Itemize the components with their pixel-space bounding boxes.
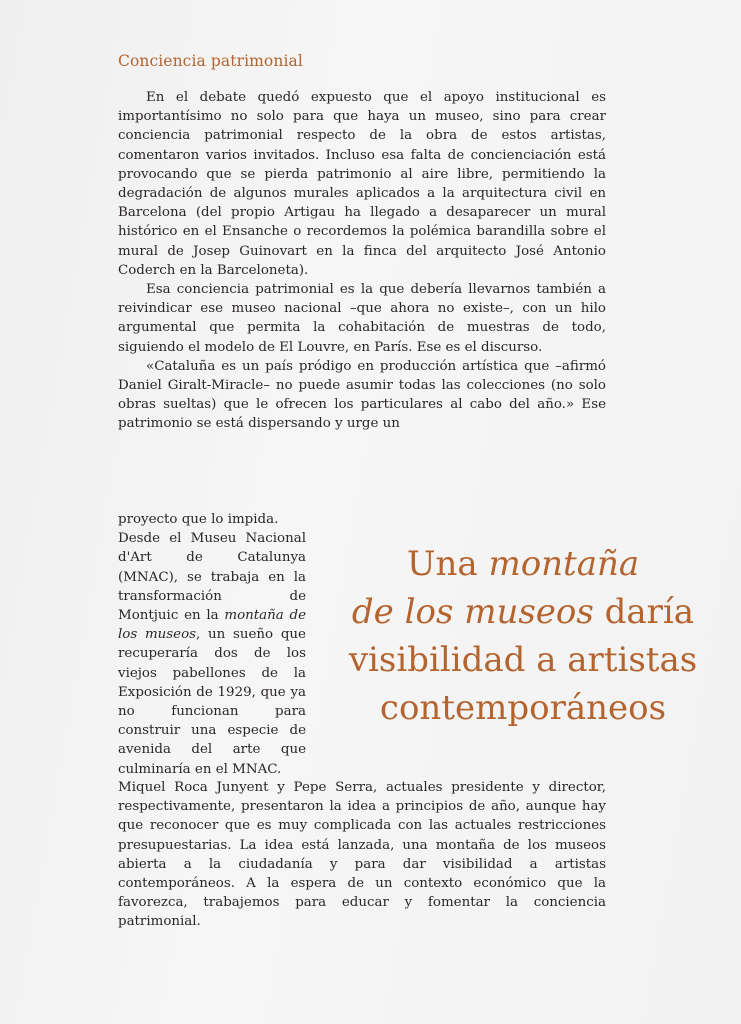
pull-quote-italic: de los museos xyxy=(351,592,594,632)
narrow-text-before: Desde el Museu Nacional d'Art de Catalunya (MNAC), se trabaja en la transformación de Montjuic en la xyxy=(118,531,306,624)
narrow-paragraph xyxy=(118,529,306,779)
narrow-italic: montaña de los museos xyxy=(118,608,307,643)
pull-quote xyxy=(318,540,728,732)
pull-quote-italic: montaña xyxy=(488,544,640,584)
narrow-column xyxy=(118,510,306,779)
pull-quote-text: daría xyxy=(593,592,695,632)
pull-quote-line-1 xyxy=(318,540,728,588)
section-title: Conciencia patrimonial xyxy=(118,52,303,70)
pull-quote-line-4: contemporáneos xyxy=(379,688,667,728)
article-body-top xyxy=(118,88,606,434)
article-body-bottom: Miquel Roca Junyent y Pepe Serra, actuales presidente y director, respectivamente, presentaron la idea a principios de año, aunque hay que reconocer que es muy complicada con las actuales restricciones presupuestarias. La idea está lanzada, una montaña de los museos abierta a la ciudadanía y para dar visibilidad a artistas contemporáneos. A la espera de un contexto económico que la favorezca, trabajemos para educar y fomentar la conciencia patrimonial. xyxy=(118,780,606,930)
paragraph-1: En el debate quedó expuesto que el apoyo institucional es importantísimo no solo para que haya un museo, sino para crear conciencia patrimonial respecto de la obra de estos artistas, comentaron varios invitados. Incluso esa falta de concienciación está provocando que se pierda patrimonio al aire libre, permitiendo la degradación de algunos murales aplicados a la arquitectura civil en Barcelona (del propio Artigau ha llegado a desaparecer un mural histórico en el Ensanche o recordemos la polémica barandilla sobre el mural de Josep Guinovart en la finca del arquitecto José Antonio Coderch en la Barceloneta). xyxy=(118,90,606,278)
pull-quote-line-2 xyxy=(318,588,728,636)
paragraph-2: Esa conciencia patrimonial es la que debería llevarnos también a reivindicar ese museo nacional –que ahora no existe–, con un hilo argumental que permita la cohabitación de muestras de todo, siguiendo el modelo de El Louvre, en París. Ese es el discurso. xyxy=(118,282,606,355)
pull-quote-text: Una xyxy=(406,544,489,584)
paragraph-3: «Cataluña es un país pródigo en producción artística que –afirmó Daniel Giralt-Miracle– no puede asumir todas las colecciones (no solo obras sueltas) que le ofrecen los particulares al cabo del año.» Ese patrimonio se está dispersando y urge un xyxy=(118,358,606,432)
narrow-first-line: proyecto que lo impida. xyxy=(118,512,279,527)
pull-quote-line-3: visibilidad a artistas xyxy=(348,640,698,680)
narrow-text-after: , un sueño que recuperaría dos de los viejos pabellones de la Exposición de 1929, que ya no funcionan para construir una especie de avenida del arte que culminaría en el MNAC. xyxy=(118,627,306,777)
